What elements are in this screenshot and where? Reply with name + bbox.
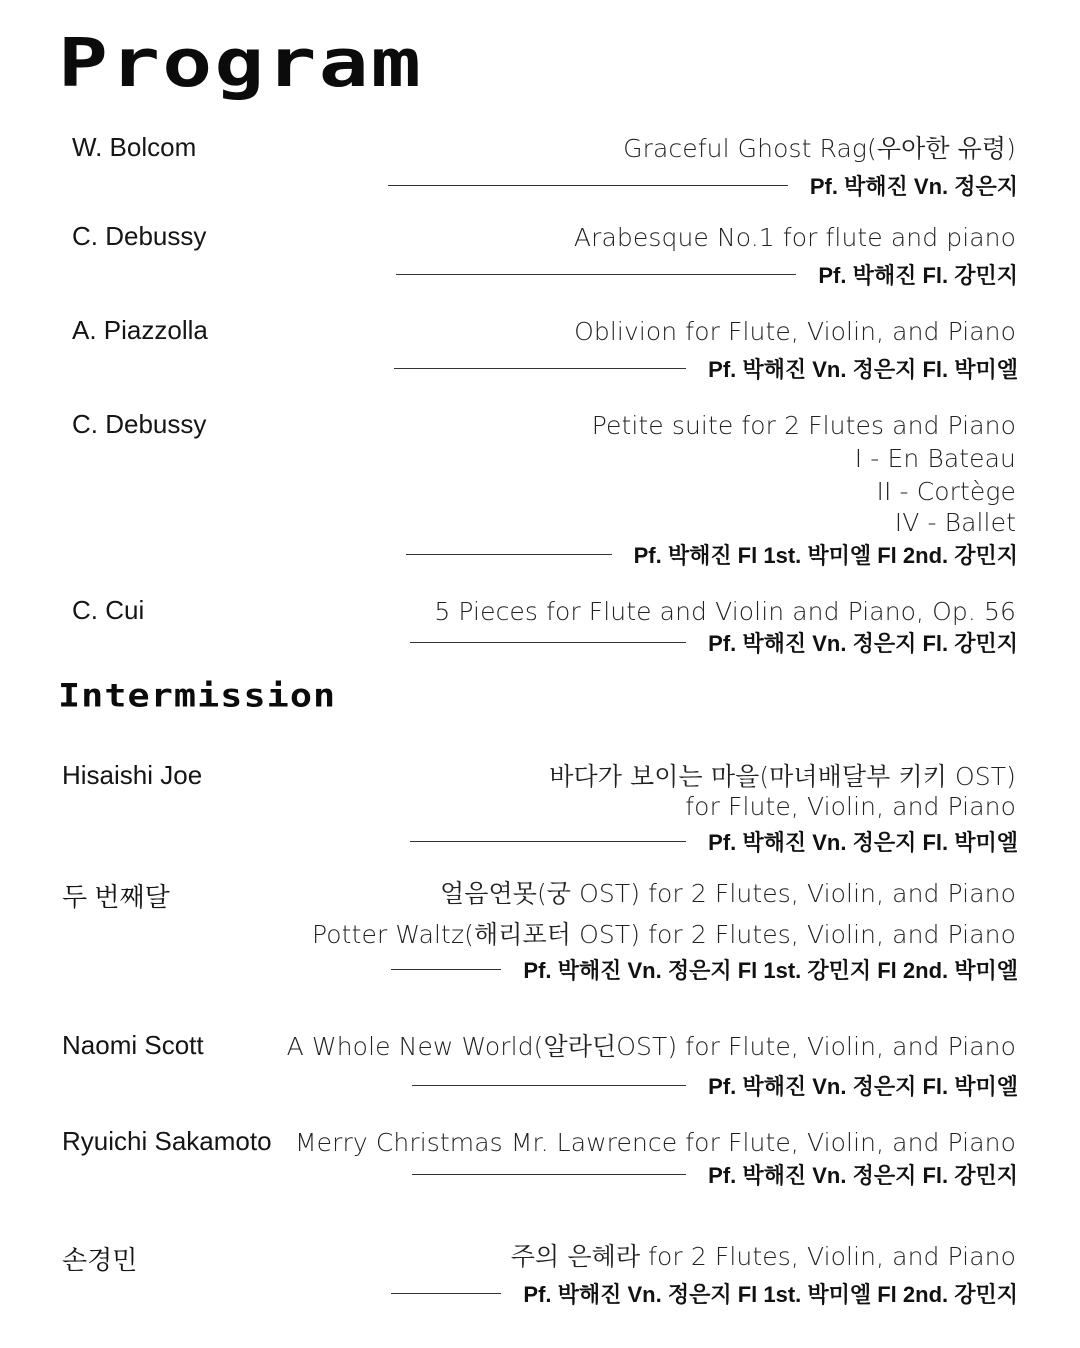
composer-name: C. Debussy [72, 221, 207, 251]
performers: Pf. 박해진 Fl 1st. 박미엘 Fl 2nd. 강민지 [633, 543, 1018, 568]
composer-name: Hisaishi Joe [62, 760, 203, 790]
piece-title: Petite suite for 2 Flutes and Piano [591, 411, 1016, 440]
performers: Pf. 박해진 Vn. 정은지 Fl 1st. 박미엘 Fl 2nd. 강민지 [523, 1282, 1018, 1307]
performer-row [412, 1070, 1018, 1101]
performer-row [391, 954, 1018, 985]
performer-row [391, 1278, 1018, 1309]
performer-row [396, 259, 1018, 290]
composer-name: 손경민 [62, 1245, 138, 1275]
composer-name: Ryuichi Sakamoto [62, 1126, 272, 1156]
performers: Pf. 박해진 Vn. 정은지 Fl. 강민지 [708, 1163, 1018, 1188]
piece-title: I - En Bateau [854, 444, 1016, 473]
performers: Pf. 박해진 Vn. 정은지 Fl. 박미엘 [708, 357, 1018, 382]
piece-title: A Whole New World(알라딘OST) for Flute, Violin, and Piano [286, 1032, 1016, 1061]
piece-titles [574, 315, 1016, 348]
divider-rule [406, 554, 612, 555]
piece-title: Potter Waltz(해리포터 OST) for 2 Flutes, Violin, and Piano [311, 920, 1016, 949]
performers: Pf. 박해진 Vn. 정은지 Fl. 강민지 [708, 631, 1018, 656]
divider-rule [394, 368, 686, 369]
piece-title: 얼음연못(궁 OST) for 2 Flutes, Violin, and Piano [439, 879, 1016, 908]
divider-rule [412, 1085, 686, 1086]
performer-row [410, 627, 1018, 658]
divider-rule [396, 274, 796, 275]
program-heading: Program [58, 24, 423, 103]
piece-titles [511, 1240, 1016, 1273]
piece-title: Arabesque No.1 for flute and piano [573, 223, 1016, 252]
intermission-heading: Intermission [58, 677, 337, 716]
piece-title: IV - Ballet [894, 508, 1016, 537]
composer-name: A. Piazzolla [72, 315, 208, 345]
performer-row [410, 826, 1018, 857]
piece-title: Oblivion for Flute, Violin, and Piano [574, 317, 1016, 346]
performers: Pf. 박해진 Vn. 정은지 Fl. 박미엘 [708, 830, 1018, 855]
piece-titles [312, 877, 1016, 951]
performer-row [406, 539, 1018, 570]
divider-rule [410, 841, 686, 842]
composer-name: W. Bolcom [72, 132, 197, 162]
piece-titles [592, 409, 1016, 539]
composer-name: C. Cui [72, 595, 145, 625]
composer-name: 두 번째달 [62, 882, 170, 912]
piece-titles [574, 221, 1016, 254]
piece-titles [434, 595, 1016, 628]
piece-title: 5 Pieces for Flute and Violin and Piano, Op. 56 [434, 597, 1016, 626]
piece-title: 주의 은혜라 for 2 Flutes, Violin, and Piano [510, 1242, 1016, 1271]
piece-title: 바다가 보이는 마을(마녀배달부 키키 OST) [549, 762, 1016, 791]
performers: Pf. 박해진 Fl. 강민지 [818, 263, 1018, 288]
piece-titles [295, 1126, 1016, 1159]
piece-titles [623, 132, 1016, 165]
composer-name: Naomi Scott [62, 1030, 204, 1060]
divider-rule [388, 185, 788, 186]
divider-rule [391, 1293, 501, 1294]
divider-rule [410, 642, 686, 643]
piece-titles [549, 760, 1016, 823]
piece-title: Merry Christmas Mr. Lawrence for Flute, Violin, and Piano [294, 1128, 1016, 1157]
piece-title: for Flute, Violin, and Piano [685, 792, 1016, 821]
performers: Pf. 박해진 Vn. 정은지 Fl 1st. 강민지 Fl 2nd. 박미엘 [523, 958, 1018, 983]
piece-title: Graceful Ghost Rag(우아한 유령) [623, 134, 1016, 163]
performer-row [388, 170, 1018, 201]
piece-titles [287, 1030, 1016, 1063]
performers: Pf. 박해진 Vn. 정은지 [809, 174, 1018, 199]
composer-name: C. Debussy [72, 409, 207, 439]
performer-row [412, 1159, 1018, 1190]
performers: Pf. 박해진 Vn. 정은지 Fl. 박미엘 [708, 1074, 1018, 1099]
divider-rule [412, 1174, 686, 1175]
performer-row [394, 353, 1018, 384]
divider-rule [391, 969, 501, 970]
piece-title: II - Cortège [876, 477, 1016, 506]
